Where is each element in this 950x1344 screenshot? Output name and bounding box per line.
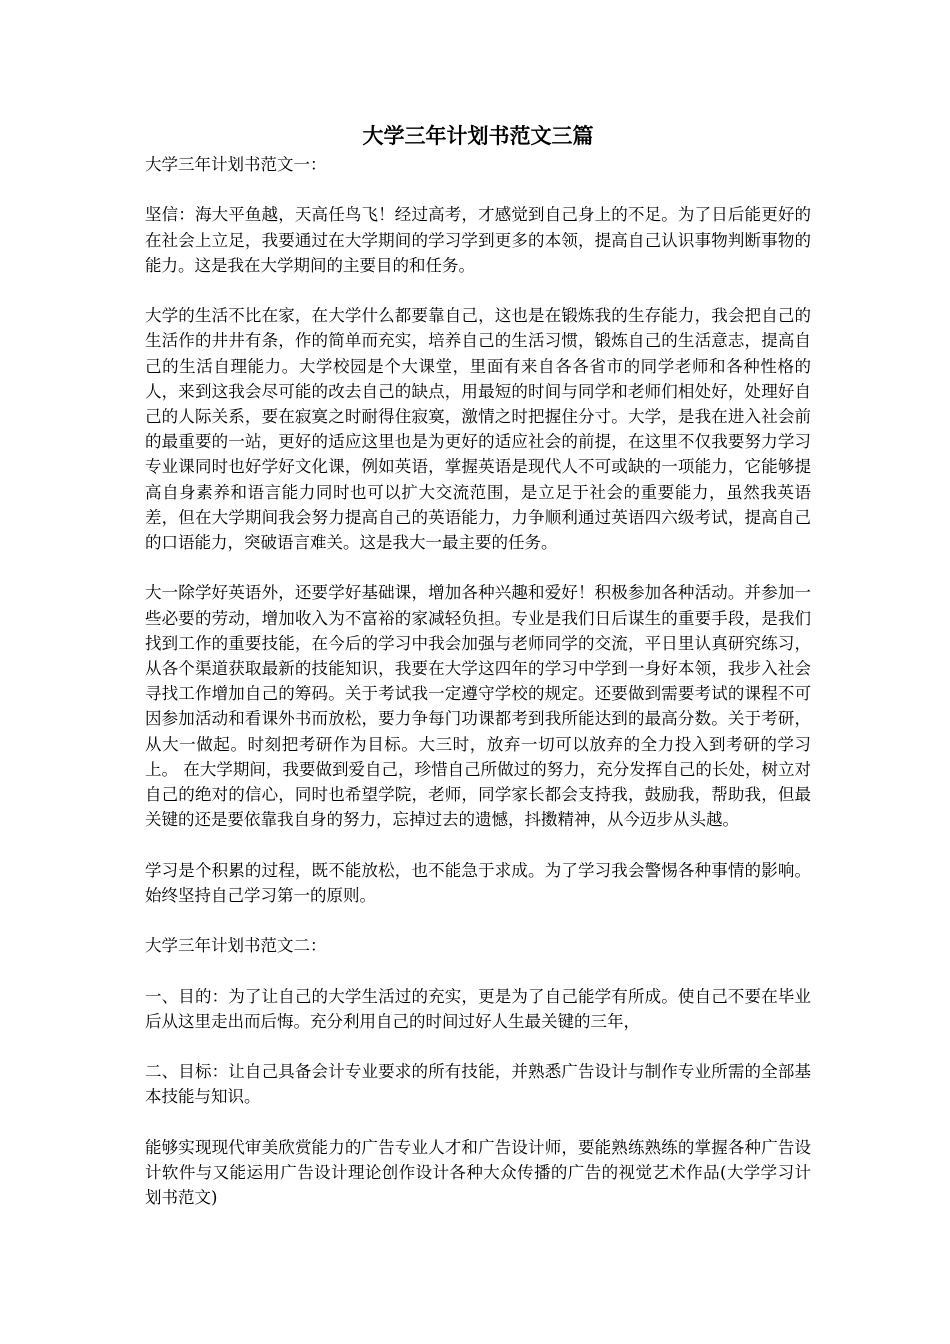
section-heading-two: 大学三年计划书范文二： — [145, 936, 327, 956]
document-page — [145, 120, 811, 1236]
document-title: 大学三年计划书范文三篇 — [362, 123, 594, 148]
paragraph: 坚信：海大平鱼越，天高任鸟飞！经过高考，才感觉到自己身上的不足。为了日后能更好的在社会上立足，我要通过在大学期间的学习学到更多的本领，提高自己认识事物判断事物的能力。这是我在大学期间的主要目的和任务。 — [145, 205, 811, 275]
paragraph: 二、目标：让自己具备会计专业要求的所有技能，并熟悉广告设计与制作专业所需的全部基本技能与知识。 — [145, 1062, 811, 1107]
paragraph: 学习是个积累的过程，既不能放松，也不能急于求成。为了学习我会警惕各种事情的影响。始终坚持自己学习第一的原则。 — [145, 860, 811, 905]
paragraph: 一、目的：为了让自己的大学生活过的充实，更是为了自己能学有所成。使自己不要在毕业后从这里走出而后悔。充分利用自己的时间过好人生最关键的三年， — [145, 986, 811, 1031]
paragraph: 大学的生活不比在家，在大学什么都要靠自己，这也是在锻炼我的生存能力，我会把自己的生活作的井井有条，作的简单而充实，培养自己的生活习惯，锻炼自己的生活意志，提高自己的生活自理能力。大学校园是个大课堂，里面有来自各各省市的同学老师和各种性格的人，来到这我会尽可能的改去自己的缺点，用最短的时间与同学和老师们相处好，处理好自己的人际关系，要在寂寞之时耐得住寂寞，激情之时把握住分寸。大学，是我在进入社会前的最重要的一站，更好的适应这里也是为更好的适应社会的前提，在这里不仅我要努力学习专业课同时也好学好文化课，例如英语，掌握英语是现代人不可或缺的一项能力，它能够提高自身素养和语言能力同时也可以扩大交流范围，是立足于社会的重要能力，虽然我英语差，但在大学期间我会努力提高自己的英语能力，力争顺利通过英语四六级考试，提高自己的口语能力，突破语言难关。这是我大一最主要的任务。 — [145, 306, 811, 553]
paragraph: 能够实现现代审美欣赏能力的广告专业人才和广告设计师，要能熟练熟练的掌握各种广告设计软件与又能运用广告设计理论创作设计各种大众传播的广告的视觉艺术作品(大学学习计划书范文) — [145, 1137, 811, 1208]
paragraph: 大一除学好英语外，还要学好基础课，增加各种兴趣和爱好！积极参加各种活动。并参加一些必要的劳动，增加收入为不富裕的家减轻负担。专业是我们日后谋生的重要手段，是我们找到工作的重要技能，在今后的学习中我会加强与老师同学的交流，平日里认真研究练习，从各个渠道获取最新的技能知识，我要在大学这四年的学习中学到一身好本领，我步入社会寻找工作增加自己的筹码。关于考试我一定遵守学校的规定。还要做到需要考试的课程不可因参加活动和看课外书而放松，要力争每门功课都考到我所能达到的最高分数。关于考研，从大一做起。时刻把考研作为目标。大三时，放弃一切可以放弃的全力投入到考研的学习上。 在大学期间，我要做到爱自己，珍惜自己所做过的努力，充分发挥自己的长处，树立对自己的绝对的信心，同时也希望学院，老师，同学家长都会支持我，鼓励我，帮助我，但最关键的还是要依靠我自身的努力，忘掉过去的遗憾，抖擞精神，从今迈步从头越。 — [145, 583, 811, 830]
section-heading-one: 大学三年计划书范文一： — [145, 155, 327, 174]
